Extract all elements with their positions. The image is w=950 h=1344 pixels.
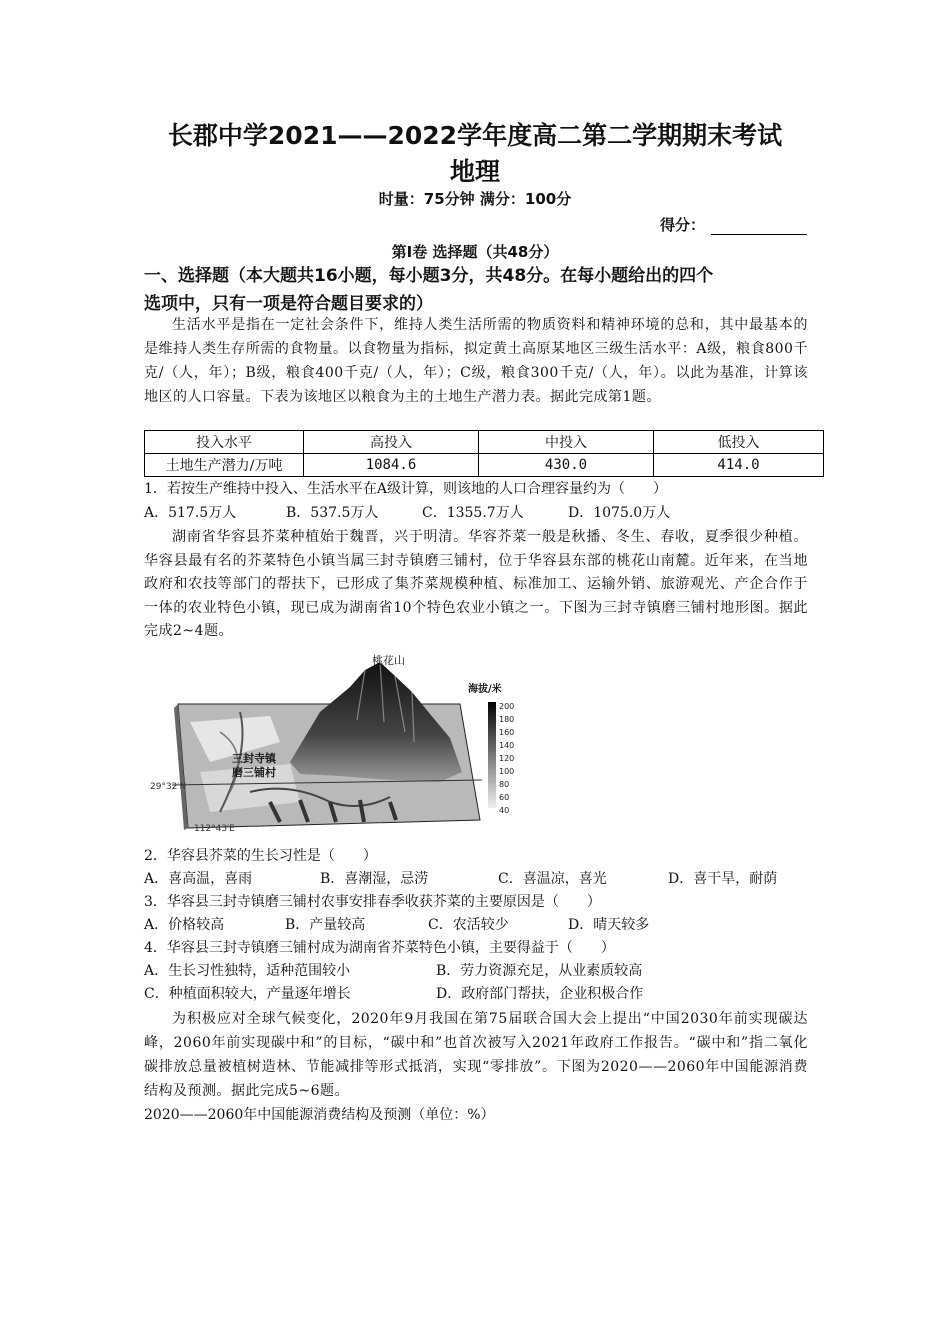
table-header-cell: 中投入 <box>479 431 654 454</box>
question-2-stem: 2．华容县芥菜的生长习性是（ ） <box>144 848 377 864</box>
score-field <box>660 214 807 235</box>
option-c[interactable]: C．农活较少 <box>428 917 509 933</box>
option-d[interactable]: D．晴天较多 <box>568 917 650 933</box>
question-4-stem: 4．华容县三封寺镇磨三铺村成为湖南省芥菜特色小镇，主要得益于（ ） <box>144 940 615 956</box>
legend-tick: 100 <box>499 767 515 776</box>
passage-2: 湖南省华容县芥菜种植始于魏晋，兴于明清。华容芥菜一般是秋播、冬生、春收，夏季很少种植。华容县最有名的芥菜特色小镇当属三封寺镇磨三铺村，位于华容县东部的桃花山南麓。近年来，在当地政府和农技等部门的帮扶下，已形成了集芥菜规模种植、标准加工、运输外销、旅游观光、产企合作于一体的农业特色小镇，现已成为湖南省10个特色农业小镇之一。下图为三封寺镇磨三铺村地形图。据此完成2~4题。 <box>144 529 808 639</box>
score-blank[interactable] <box>711 216 807 235</box>
legend-tick: 160 <box>499 728 515 737</box>
table-header-row <box>145 431 824 454</box>
table-header-cell: 投入水平 <box>145 431 304 454</box>
option-b[interactable]: B．产量较高 <box>285 917 366 933</box>
exam-title: 长郡中学2021——2022学年度高二第二学期期末考试 <box>167 121 783 150</box>
legend-bar <box>488 702 496 808</box>
legend-tick: 80 <box>499 780 510 789</box>
passage-1: 生活水平是指在一定社会条件下，维持人类生活所需的物质资料和精神环境的总和，其中最基本的是维持人类生存所需的食物量。以食物量为指标，拟定黄土高原某地区三级生活水平：A级，粮食800千克/（人，年）；B级，粮食400千克/（人，年）；C级，粮食300千克/（人，年）。以此为基准，计算该地区的人口容量。下表为该地区以粮食为主的土地生产潜力表。据此完成第1题。 <box>144 317 808 405</box>
score-label: 得分： <box>659 216 705 234</box>
instructions-line-2: 选项中，只有一项是符合题目要求的） <box>144 294 433 314</box>
legend-tick: 40 <box>499 806 510 815</box>
question-4-options-row-1 <box>144 960 642 983</box>
legend-tick: 200 <box>499 702 515 711</box>
land-potential-table <box>144 430 824 477</box>
terrain-map-image <box>150 652 526 832</box>
legend-tick: 60 <box>499 793 510 802</box>
option-d[interactable]: D．喜干旱，耐荫 <box>668 871 778 887</box>
time-info: 时量：75分钟 满分：100分 <box>378 190 572 208</box>
question-3-options <box>144 914 649 937</box>
option-b[interactable]: B．劳力资源充足，从业素质较高 <box>436 963 643 979</box>
part1-title: 第Ⅰ卷 选择题（共48分） <box>391 243 559 261</box>
legend-title: 海拔/米 <box>468 684 502 695</box>
instructions-line-1: 一、选择题（本大题共16小题，每小题3分，共48分。在每小题给出的四个 <box>144 266 714 286</box>
legend-tick: 180 <box>499 715 515 724</box>
option-a[interactable]: A．517.5万人 <box>144 505 237 521</box>
question-3-stem: 3．华容县三封寺镇磨三铺村农事安排春季收获芥菜的主要原因是（ ） <box>144 894 601 910</box>
lat-label: 29°32′N <box>150 782 187 792</box>
legend-tick: 140 <box>499 741 515 750</box>
question-4-options-row-2 <box>144 983 643 1006</box>
option-a[interactable]: A．价格较高 <box>144 917 225 933</box>
option-c[interactable]: C．喜温凉，喜光 <box>498 871 607 887</box>
table-header-cell: 低投入 <box>654 431 824 454</box>
subject-title: 地理 <box>449 157 500 186</box>
option-a[interactable]: A．生长习性独特，适种范围较小 <box>144 963 351 979</box>
village-label-1: 三封寺镇 <box>232 752 276 765</box>
option-b[interactable]: B．537.5万人 <box>286 505 379 521</box>
question-1-stem: 1．若按生产维持中投入、生活水平在A级计算，则该地的人口合理容量约为（ ） <box>144 481 668 497</box>
table-cell: 1084.6 <box>304 454 479 477</box>
question-1-options <box>144 502 844 525</box>
terrain-map-figure <box>150 652 526 832</box>
question-2-options <box>144 868 777 891</box>
option-c[interactable]: C．种植面积较大，产量逐年增长 <box>144 986 351 1002</box>
peak-label: 桃花山 <box>372 654 405 667</box>
section-instructions <box>144 262 834 318</box>
option-a[interactable]: A．喜高温，喜雨 <box>144 871 253 887</box>
option-d[interactable]: D．1075.0万人 <box>568 505 671 521</box>
table-row-label: 土地生产潜力/万吨 <box>145 454 304 477</box>
lon-label: 112°43′E <box>194 824 235 832</box>
table-cell: 430.0 <box>479 454 654 477</box>
option-b[interactable]: B．喜潮湿，忌涝 <box>320 871 429 887</box>
table-header-cell: 高投入 <box>304 431 479 454</box>
legend-tick: 120 <box>499 754 515 763</box>
figure-caption: 2020——2060年中国能源消费结构及预测（单位：%） <box>144 1107 495 1123</box>
passage-3: 为积极应对全球气候变化，2020年9月我国在第75届联合国大会上提出“中国2030年前实现碳达峰，2060年前实现碳中和”的目标，“碳中和”也首次被写入2021年政府工作报告。“碳中和”指二氧化碳排放总量被植树造林、节能减排等形式抵消，实现“零排放”。下图为2020——2060年中国能源消费结构及预测。据此完成5~6题。 <box>144 1011 808 1099</box>
table-cell: 414.0 <box>654 454 824 477</box>
village-label-2: 磨三铺村 <box>232 766 276 779</box>
option-d[interactable]: D．政府部门帮扶，企业积极合作 <box>436 986 644 1002</box>
table-row <box>145 454 824 477</box>
option-c[interactable]: C．1355.7万人 <box>422 505 524 521</box>
